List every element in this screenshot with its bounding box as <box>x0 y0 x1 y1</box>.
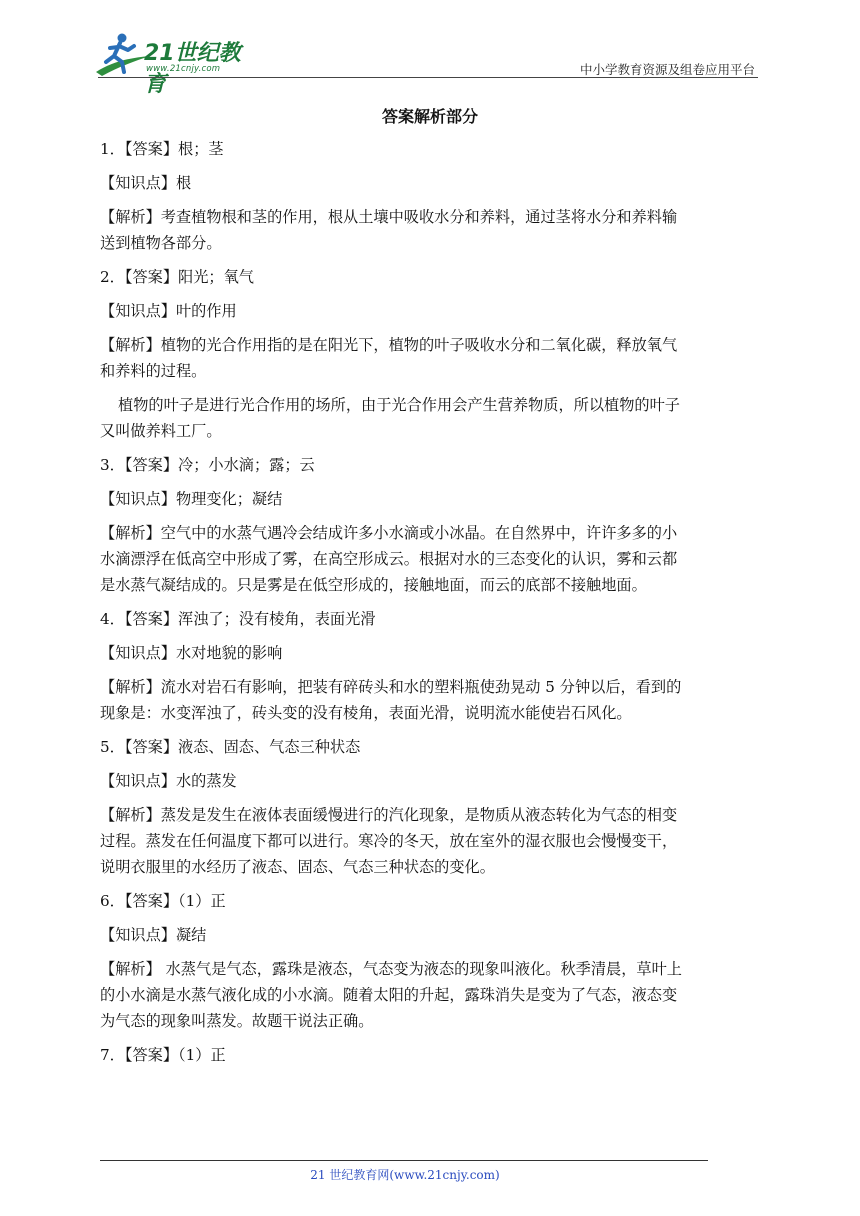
text-line: 1．【答案】根；茎 <box>100 140 224 158</box>
answer-paragraph <box>100 802 760 880</box>
text-line: 又叫做养料工厂。 <box>100 422 222 440</box>
text-line: 说明衣服里的水经历了液态、固态、气态三种状态的变化。 <box>100 858 495 876</box>
footer-link[interactable]: 21 世纪教育网(www.21cnjy.com) <box>310 1168 500 1182</box>
answer-paragraph <box>100 768 760 794</box>
text-line: 的小水滴是水蒸气液化成的小水滴。随着太阳的升起，露珠消失是变为了气态，液态变 <box>100 986 678 1004</box>
text-line: 【解析】考查植物根和茎的作用，根从土壤中吸收水分和养料，通过茎将水分和养料输 <box>100 208 678 226</box>
answer-paragraph <box>100 922 760 948</box>
text-line: 【知识点】凝结 <box>100 926 207 944</box>
text-line: 【知识点】物理变化；凝结 <box>100 490 283 508</box>
site-logo[interactable] <box>92 32 262 97</box>
text-line: 【知识点】水的蒸发 <box>100 772 237 790</box>
text-line: 5．【答案】液态、固态、气态三种状态 <box>100 738 361 756</box>
answer-paragraph <box>100 520 760 598</box>
answer-paragraph <box>100 392 760 444</box>
text-line: 【知识点】叶的作用 <box>100 302 237 320</box>
answer-paragraph <box>100 956 760 1034</box>
answer-paragraph <box>100 170 760 196</box>
text-line: 过程。蒸发在任何温度下都可以进行。寒冷的冬天，放在室外的湿衣服也会慢慢变干， <box>100 832 678 850</box>
answer-paragraph <box>100 298 760 324</box>
answer-paragraph <box>100 136 760 162</box>
text-line: 【解析】 水蒸气是气态，露珠是液态，气态变为液态的现象叫液化。秋季清晨，草叶上 <box>100 960 682 978</box>
text-line: 3．【答案】冷；小水滴；露；云 <box>100 456 315 474</box>
answer-paragraph <box>100 734 760 760</box>
text-line: 【解析】流水对岩石有影响，把装有碎砖头和水的塑料瓶使劲晃动 5 分钟以后，看到的 <box>100 678 682 696</box>
header-divider <box>98 77 758 78</box>
answer-content <box>100 136 760 1076</box>
text-line: 【解析】植物的光合作用指的是在阳光下，植物的叶子吸收水分和二氧化碳，释放氧气 <box>100 336 678 354</box>
text-line: 2．【答案】阳光；氧气 <box>100 268 254 286</box>
answer-paragraph <box>100 264 760 290</box>
answer-paragraph <box>100 888 760 914</box>
answer-paragraph <box>100 204 760 256</box>
answer-paragraph <box>100 606 760 632</box>
answer-paragraph <box>100 640 760 666</box>
footer-divider <box>100 1160 708 1161</box>
page-header <box>0 0 860 97</box>
answer-paragraph <box>100 486 760 512</box>
text-line: 为气态的现象叫蒸发。故题干说法正确。 <box>100 1012 374 1030</box>
text-line: 【解析】蒸发是发生在液体表面缓慢进行的汽化现象，是物质从液态转化为气态的相变 <box>100 806 678 824</box>
text-line: 和养料的过程。 <box>100 362 207 380</box>
answer-paragraph <box>100 452 760 478</box>
text-line: 【知识点】根 <box>100 174 192 192</box>
logo-text: 21世纪教育 <box>144 41 241 97</box>
logo-url: www.21cnjy.com <box>146 64 221 74</box>
answer-paragraph <box>100 332 760 384</box>
text-line: 水滴漂浮在低高空中形成了雾，在高空形成云。根据对水的三态变化的认识，雾和云都 <box>100 550 678 568</box>
answer-paragraph <box>100 674 760 726</box>
runner-logo-icon <box>92 32 152 78</box>
text-line: 植物的叶子是进行光合作用的场所，由于光合作用会产生营养物质，所以植物的叶子 <box>118 396 680 414</box>
text-line: 6．【答案】（1）正 <box>100 892 226 910</box>
text-line: 【知识点】水对地貌的影响 <box>100 644 283 662</box>
text-line: 4．【答案】浑浊了；没有棱角，表面光滑 <box>100 610 376 628</box>
text-line: 送到植物各部分。 <box>100 234 222 252</box>
text-line: 是水蒸气凝结成的。只是雾是在低空形成的，接触地面，而云的底部不接触地面。 <box>100 576 647 594</box>
text-line: 现象是：水变浑浊了，砖头变的没有棱角，表面光滑，说明流水能使岩石风化。 <box>100 704 632 722</box>
text-line: 【解析】空气中的水蒸气遇冷会结成许多小水滴或小冰晶。在自然界中，许许多多的小 <box>100 524 678 542</box>
text-line: 7．【答案】（1）正 <box>100 1046 226 1064</box>
header-platform-text: 中小学教育资源及组卷应用平台 <box>579 62 755 77</box>
page-title: 答案解析部分 <box>381 107 478 126</box>
answer-paragraph <box>100 1042 760 1068</box>
